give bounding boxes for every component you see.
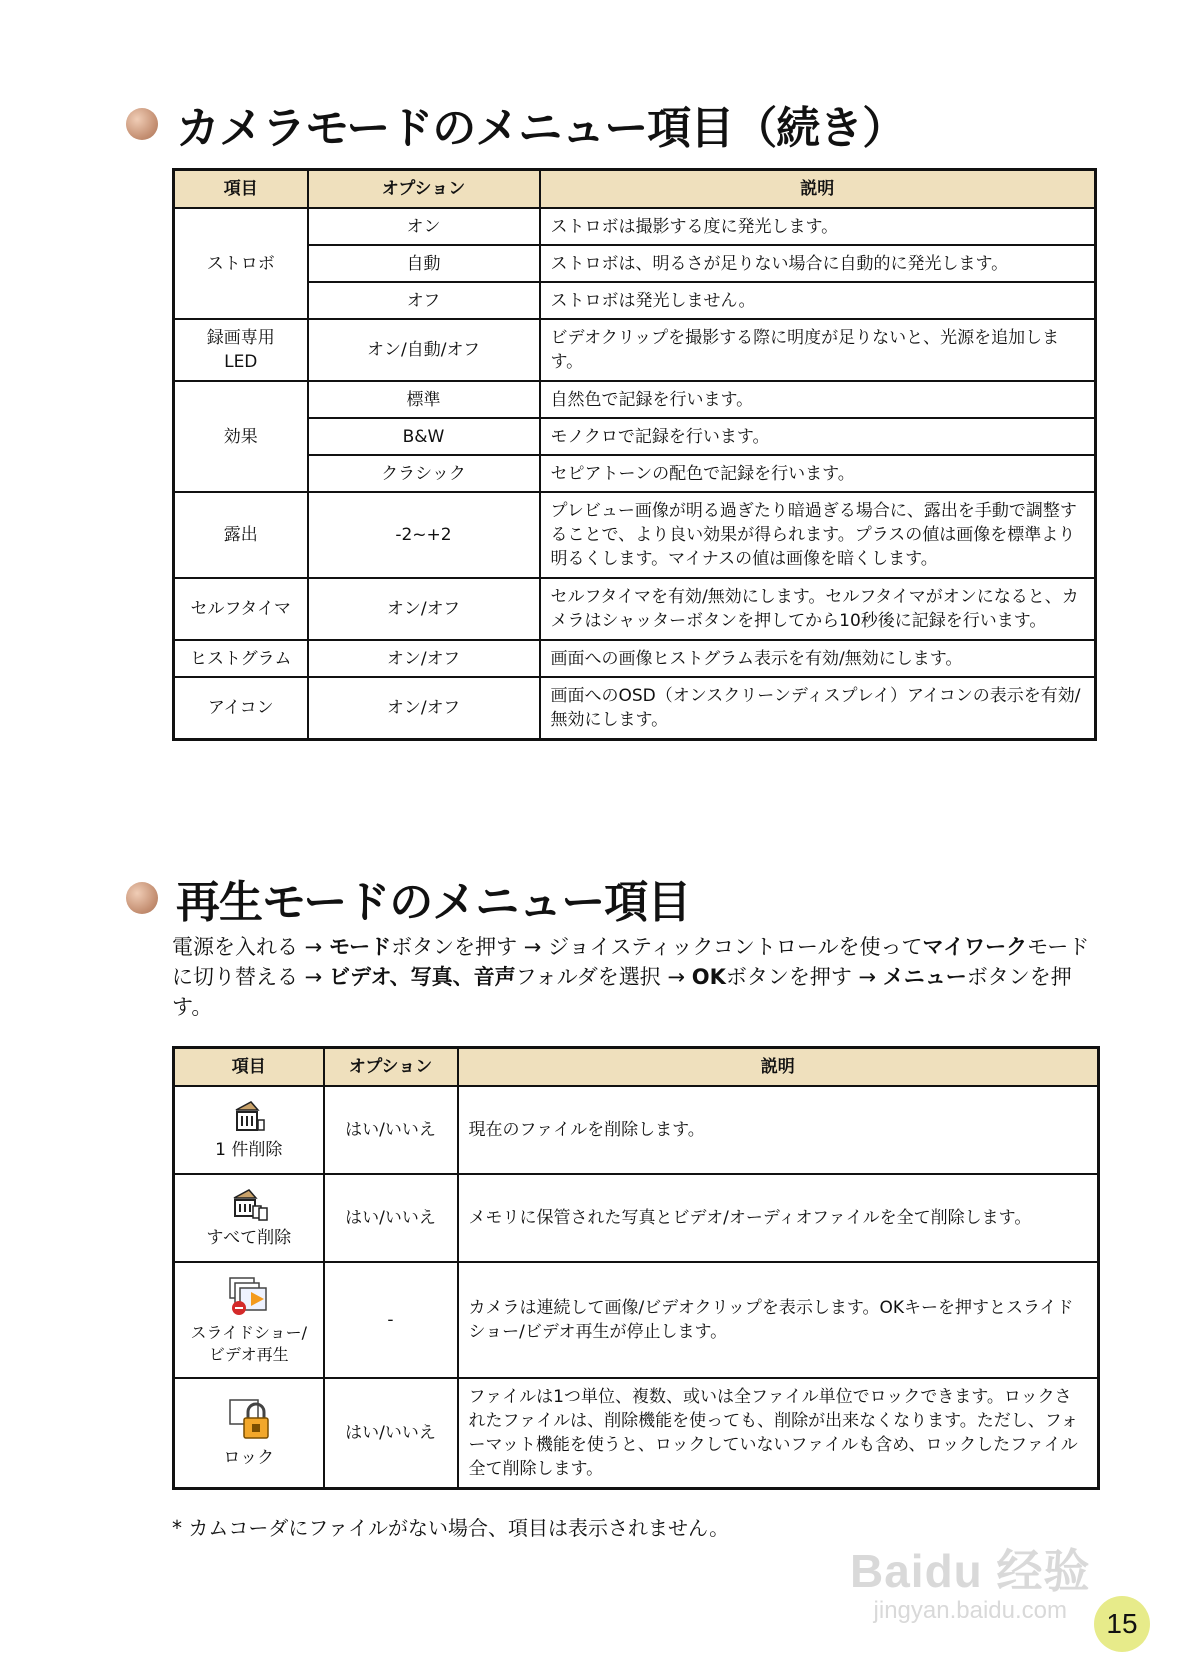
option-cell: はい/いいえ bbox=[324, 1378, 458, 1488]
intro-text: フォルダを選択 → bbox=[515, 965, 692, 989]
bullet-icon bbox=[126, 882, 158, 914]
option-cell: オン/オフ bbox=[308, 578, 540, 640]
footnote: * カムコーダにファイルがない場合、項目は表示されません。 bbox=[172, 1516, 730, 1540]
table-row bbox=[174, 1174, 1099, 1262]
item-led-line1: 録画専用 bbox=[206, 328, 275, 348]
watermark-url: jingyan.baidu.com bbox=[873, 1597, 1067, 1624]
trash-single-icon bbox=[231, 1098, 267, 1134]
option-cell: はい/いいえ bbox=[324, 1086, 458, 1174]
table-row bbox=[174, 319, 1096, 381]
intro-bold: マイワーク bbox=[922, 935, 1028, 959]
item-icon: アイコン bbox=[174, 677, 308, 739]
option-cell: オン/オフ bbox=[308, 677, 540, 739]
page-number: 15 bbox=[1094, 1596, 1150, 1652]
item-effect: 効果 bbox=[174, 381, 308, 492]
section-title-text: 再生モードのメニュー項目 bbox=[176, 877, 691, 928]
option-cell: 自動 bbox=[308, 245, 540, 282]
item-led bbox=[174, 319, 308, 381]
table-row bbox=[174, 282, 1096, 319]
description-cell: モノクロで記録を行います。 bbox=[540, 418, 1096, 455]
description-cell: 現在のファイルを削除します。 bbox=[458, 1086, 1099, 1174]
intro-bold: メニュー bbox=[882, 965, 967, 989]
intro-text: ボタンを押す → bbox=[725, 965, 883, 989]
item-histogram: ヒストグラム bbox=[174, 640, 308, 677]
description-cell: ストロボは発光しません。 bbox=[540, 282, 1096, 319]
table-row bbox=[174, 677, 1096, 739]
header-description: 説明 bbox=[458, 1048, 1099, 1087]
description-cell: ストロボは、明るさが足りない場合に自動的に発光します。 bbox=[540, 245, 1096, 282]
option-cell: オン/オフ bbox=[308, 640, 540, 677]
intro-text: モードに切り替える → bbox=[172, 935, 1090, 989]
item-selftimer: セルフタイマ bbox=[174, 578, 308, 640]
intro-text: ボタンを押す。 bbox=[172, 965, 1072, 1019]
camera-menu-table bbox=[172, 168, 1097, 741]
intro-bold: モード bbox=[328, 935, 392, 959]
description-cell: メモリに保管された写真とビデオ/オーディオファイルを全て削除します。 bbox=[458, 1174, 1099, 1262]
item-delete-all bbox=[174, 1174, 324, 1262]
description-cell: 画面への画像ヒストグラム表示を有効/無効にします。 bbox=[540, 640, 1096, 677]
header-item: 項目 bbox=[174, 1048, 324, 1087]
section-title-text: カメラモードのメニュー項目（続き） bbox=[176, 103, 906, 154]
table-row bbox=[174, 492, 1096, 578]
description-cell: カメラは連続して画像/ビデオクリップを表示します。OKキーを押すとスライドショー/ビデオ再生が停止します。 bbox=[458, 1262, 1099, 1378]
option-cell: 標準 bbox=[308, 381, 540, 418]
description-cell: ストロボは撮影する度に発光します。 bbox=[540, 208, 1096, 245]
description-cell: プレビュー画像が明る過ぎたり暗過ぎる場合に、露出を手動で調整することで、より良い効果が得られます。プラスの値は画像を標準より明るくします。マイナスの値は画像を暗くします。 bbox=[540, 492, 1096, 578]
intro-text: ボタンを押す → ジョイスティックコントロールを使って bbox=[391, 935, 923, 959]
description-cell: ファイルは1つ単位、複数、或いは全ファイル単位でロックできます。ロックされたファイルは、削除機能を使っても、削除が出来なくなります。ただし、フォーマット機能を使うと、ロックしていないファイルも含め、ロックしたファイル全て削除します。 bbox=[458, 1378, 1099, 1488]
playback-menu-table bbox=[172, 1046, 1100, 1490]
header-description: 説明 bbox=[540, 170, 1096, 209]
trash-all-icon bbox=[229, 1186, 269, 1222]
table-row bbox=[174, 1086, 1099, 1174]
option-cell: - bbox=[324, 1262, 458, 1378]
item-exposure: 露出 bbox=[174, 492, 308, 578]
intro-bold: OK bbox=[691, 965, 726, 989]
lock-icon bbox=[226, 1396, 272, 1442]
item-label: スライドショー/ビデオ再生 bbox=[190, 1323, 308, 1364]
item-led-line2: LED bbox=[224, 352, 258, 372]
item-label: ロック bbox=[223, 1447, 275, 1468]
description-cell: 自然色で記録を行います。 bbox=[540, 381, 1096, 418]
table-row bbox=[174, 640, 1096, 677]
table-header-row bbox=[174, 170, 1096, 209]
item-strobe: ストロボ bbox=[174, 208, 308, 319]
table-row bbox=[174, 455, 1096, 492]
option-cell: クラシック bbox=[308, 455, 540, 492]
option-cell: オフ bbox=[308, 282, 540, 319]
watermark-brand: Baidu 经验 bbox=[850, 1545, 1091, 1597]
description-cell: ビデオクリップを撮影する際に明度が足りないと、光源を追加します。 bbox=[540, 319, 1096, 381]
item-delete-one bbox=[174, 1086, 324, 1174]
description-cell: 画面へのOSD（オンスクリーンディスプレイ）アイコンの表示を有効/無効にします。 bbox=[540, 677, 1096, 739]
item-lock bbox=[174, 1378, 324, 1488]
playback-intro bbox=[172, 932, 1092, 1022]
table-row bbox=[174, 578, 1096, 640]
header-item: 項目 bbox=[174, 170, 308, 209]
table-header-row bbox=[174, 1048, 1099, 1087]
table-row bbox=[174, 208, 1096, 245]
header-option: オプション bbox=[324, 1048, 458, 1087]
option-cell: B&W bbox=[308, 418, 540, 455]
option-cell: オン bbox=[308, 208, 540, 245]
section-title-playback bbox=[126, 866, 690, 930]
bullet-icon bbox=[126, 108, 158, 140]
table-row bbox=[174, 1262, 1099, 1378]
slideshow-icon bbox=[226, 1274, 272, 1318]
item-label: すべて削除 bbox=[206, 1228, 292, 1248]
description-cell: セピアトーンの配色で記録を行います。 bbox=[540, 455, 1096, 492]
intro-bold: ビデオ、写真、音声 bbox=[328, 965, 516, 989]
option-cell: -2~+2 bbox=[308, 492, 540, 578]
description-cell: セルフタイマを有効/無効にします。セルフタイマがオンになると、カメラはシャッターボタンを押してから10秒後に記録を行います。 bbox=[540, 578, 1096, 640]
option-cell: はい/いいえ bbox=[324, 1174, 458, 1262]
section-title-camera bbox=[126, 92, 905, 156]
table-row bbox=[174, 381, 1096, 418]
item-label: 1 件削除 bbox=[215, 1140, 283, 1160]
header-option: オプション bbox=[308, 170, 540, 209]
watermark bbox=[850, 1535, 1091, 1625]
intro-text: 電源を入れる → bbox=[172, 935, 329, 959]
table-row bbox=[174, 418, 1096, 455]
item-slideshow bbox=[174, 1262, 324, 1378]
table-row bbox=[174, 1378, 1099, 1488]
option-cell: オン/自動/オフ bbox=[308, 319, 540, 381]
table-row bbox=[174, 245, 1096, 282]
